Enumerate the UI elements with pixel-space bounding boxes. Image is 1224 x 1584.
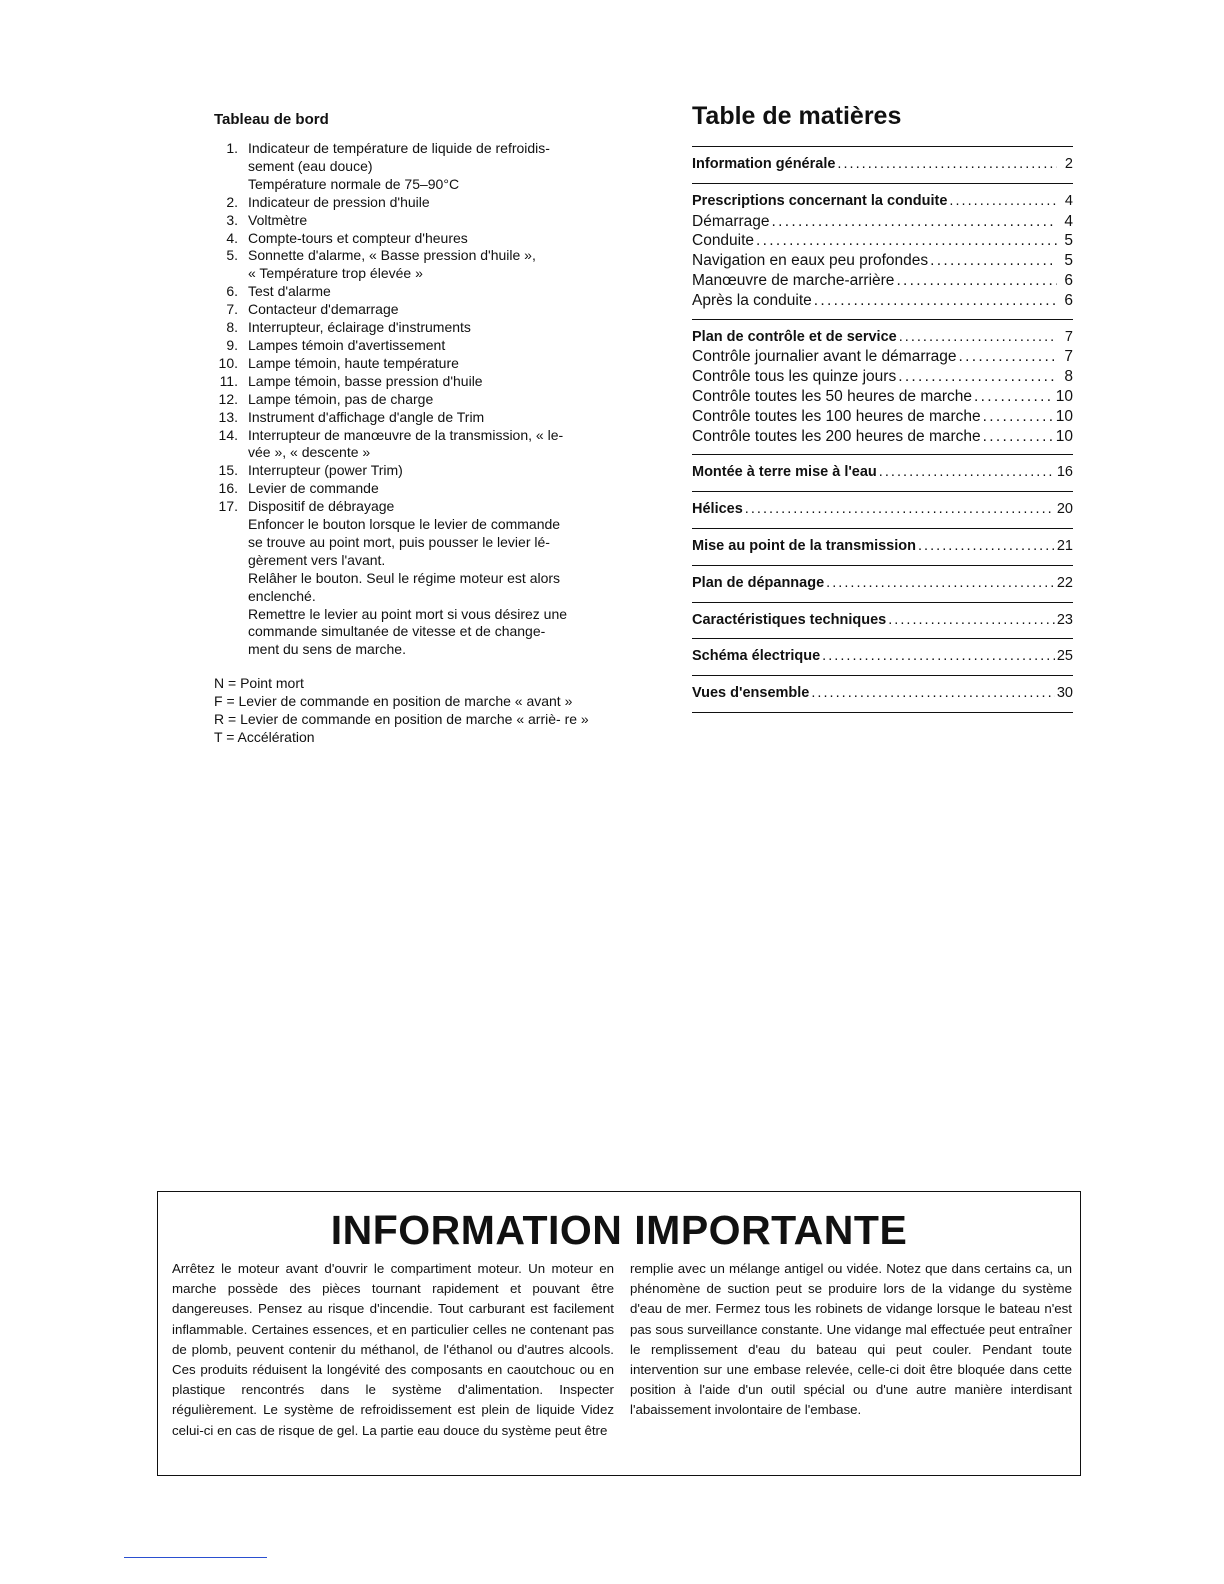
legend-entry: N = Point mort — [214, 675, 304, 692]
dashboard-item-line: Indicateur de pression d'huile — [248, 193, 430, 210]
dashboard-item-line: Voltmètre — [248, 211, 308, 228]
dashboard-item-line: sement (eau douce) — [248, 157, 373, 174]
dashboard-item — [214, 319, 598, 337]
toc-entry[interactable] — [692, 500, 1073, 520]
dashboard-item-line: Compte-tours et compteur d'heures — [248, 229, 468, 246]
dashboard-item — [214, 373, 598, 391]
toc-leader-dots — [814, 291, 1057, 311]
dashboard-item-number: 16. — [218, 480, 238, 497]
toc-group — [692, 491, 1073, 528]
toc-entry[interactable] — [692, 427, 1073, 447]
dashboard-item — [214, 337, 598, 355]
dashboard-item-text — [248, 391, 598, 409]
dashboard-item-text — [248, 140, 598, 194]
toc-entry-title: Après la conduite — [692, 291, 812, 309]
toc-group — [692, 528, 1073, 565]
toc-entry[interactable] — [692, 271, 1073, 291]
toc-entry-page: 16 — [1056, 464, 1073, 481]
dashboard-item-text — [248, 355, 598, 373]
toc-leader-dots — [983, 427, 1054, 447]
dashboard-item-number: 11. — [219, 372, 238, 389]
dashboard-item-line: se trouve au point mort, puis pousser le levier lé- — [248, 533, 550, 550]
toc-entry-title: Navigation en eaux peu profondes — [692, 252, 929, 270]
dashboard-item-line: Instrument d'affichage d'angle de Trim — [248, 408, 485, 425]
dashboard-item-text — [248, 427, 598, 463]
dashboard-item-line: Indicateur de température de liquide de refroidis- — [248, 140, 550, 156]
dashboard-item-number: 5. — [226, 247, 238, 264]
dashboard-item — [214, 283, 598, 301]
dashboard-item-line: Sonnette d'alarme, « Basse pression d'huile », — [248, 247, 536, 264]
dashboard-item-text — [248, 319, 598, 337]
dashboard-item — [214, 194, 598, 212]
dashboard-item-text — [248, 498, 598, 659]
dashboard-item-text — [248, 283, 598, 301]
dashboard-item-number: 9. — [226, 336, 238, 353]
toc-group — [692, 602, 1073, 639]
toc-entry-page: 6 — [1064, 271, 1073, 289]
toc-entry-page: 20 — [1056, 501, 1073, 518]
dashboard-item-line: Lampe témoin, pas de charge — [248, 390, 434, 407]
toc-entry-page: 10 — [1055, 427, 1073, 445]
dashboard-item-text — [248, 373, 598, 391]
toc-entry[interactable] — [692, 251, 1073, 271]
important-information-box — [157, 1191, 1081, 1476]
toc-entry-title: Conduite — [692, 232, 755, 250]
toc-entry[interactable] — [692, 155, 1073, 175]
dashboard-title: Tableau de bord — [214, 111, 329, 128]
dashboard-item-text — [248, 230, 598, 248]
toc-leader-dots — [959, 347, 1057, 367]
dashboard-item-text — [248, 194, 598, 212]
dashboard-item-number: 10. — [218, 354, 238, 371]
dashboard-item-line: Dispositif de débrayage — [248, 498, 395, 515]
toc-group — [692, 565, 1073, 602]
toc-entry-page: 30 — [1056, 685, 1073, 702]
footer-rule — [124, 1557, 267, 1558]
toc-leader-dots — [826, 574, 1055, 594]
toc-group — [692, 319, 1073, 455]
toc-entry-title: Montée à terre mise à l'eau — [692, 464, 877, 481]
toc-entry-title: Contrôle tous les quinze jours — [692, 368, 897, 386]
dashboard-item-line: Remettre le levier au point mort si vous désirez une — [248, 605, 568, 622]
dashboard-legend — [214, 110, 598, 747]
toc-entry-title: Contrôle toutes les 50 heures de marche — [692, 387, 973, 405]
dashboard-item-number: 4. — [226, 229, 238, 246]
toc-leader-dots — [918, 537, 1055, 557]
dashboard-item-number: 12. — [218, 390, 238, 407]
toc-entry-page: 21 — [1056, 537, 1073, 554]
dashboard-item-line: Interrupteur, éclairage d'instruments — [248, 319, 471, 336]
dashboard-item — [214, 247, 598, 283]
dashboard-item-number: 13. — [218, 408, 238, 425]
toc-entry-title: Démarrage — [692, 212, 770, 230]
legend-entry: T = Accélération — [214, 729, 315, 745]
toc-entry-page: 2 — [1064, 156, 1073, 172]
toc-leader-dots — [879, 463, 1055, 483]
dashboard-item-line: Test d'alarme — [248, 283, 331, 300]
dashboard-item-line: commande simultanée de vitesse et de change- — [248, 623, 546, 640]
important-text-column-2: remplie avec un mélange antigel ou vidée. Notez que dans certains ca, un phénomène de suction peut se produire lors de la vidange du système d'eau de mer. Fermez tous les robinets de vidange lorsque le bateau n'est pas sous surveillance constante. Une vidange mal effectuée peut entraîner le remplissement d'eau du bateau qui peut couler. Pendant toute intervention sur une embase relevée, celle-ci doit être bloquée dans cette position à l'aide d'un outil spécial ou d'une autre manière interdisant l'abaissement involontaire de l'embase. — [630, 1261, 1072, 1418]
toc-entry[interactable] — [692, 291, 1073, 311]
toc-title: Table de matières — [692, 102, 902, 130]
toc-entry-title: Plan de contrôle et de service — [692, 328, 897, 345]
toc-entry-page: 7 — [1064, 328, 1073, 345]
dashboard-item — [214, 391, 598, 409]
toc-entry[interactable] — [692, 684, 1073, 704]
dashboard-item — [214, 498, 598, 659]
dashboard-item — [214, 427, 598, 463]
toc-entry-title: Information générale — [692, 156, 836, 172]
toc-entry-page: 22 — [1056, 574, 1073, 591]
legend-entry: R = Levier de commande en position de marche « arriè- re » — [214, 711, 589, 728]
toc-entry[interactable] — [692, 367, 1073, 387]
toc-entry[interactable] — [692, 611, 1073, 631]
toc-leader-dots — [896, 271, 1057, 291]
toc-leader-dots — [983, 407, 1054, 427]
dashboard-item-list — [214, 140, 598, 659]
table-of-contents — [692, 100, 1073, 713]
toc-group — [692, 675, 1073, 713]
dashboard-item-line: enclenché. — [248, 587, 316, 604]
toc-entry-title: Contrôle toutes les 200 heures de marche — [692, 427, 981, 445]
toc-entry[interactable] — [692, 231, 1073, 251]
dashboard-item-text — [248, 409, 598, 427]
toc-leader-dots — [949, 192, 1057, 212]
dashboard-item-line: vée », « descente » — [248, 444, 371, 461]
toc-leader-dots — [888, 611, 1055, 631]
dashboard-item-text — [248, 301, 598, 319]
dashboard-item-number: 1. — [226, 140, 238, 156]
toc-entry-page: 7 — [1064, 348, 1073, 366]
dashboard-item-line: Relâher le bouton. Seul le régime moteur est alors — [248, 569, 561, 586]
toc-entry-title: Manœuvre de marche-arrière — [692, 271, 895, 289]
dashboard-item — [214, 140, 598, 194]
dashboard-item-number: 6. — [226, 283, 238, 300]
toc-entry[interactable] — [692, 647, 1073, 667]
dashboard-item-line: Lampe témoin, haute température — [248, 354, 459, 371]
dashboard-item-number: 7. — [226, 301, 238, 318]
dashboard-item — [214, 230, 598, 248]
dashboard-item-line: Interrupteur (power Trim) — [248, 462, 403, 479]
dashboard-item-line: Lampes témoin d'avertissement — [248, 336, 446, 353]
dashboard-item — [214, 212, 598, 230]
toc-leader-dots — [822, 647, 1055, 667]
toc-entry[interactable] — [692, 387, 1073, 407]
toc-group — [692, 183, 1073, 319]
important-text-column-1: Arrêtez le moteur avant d'ouvrir le compartiment moteur. Un moteur en marche possède des pièces tournant rapidement et pouvant être dangereuses. Pensez au risque d'incendie. Tout carburant est facilement inflammable. Certaines essences, et en particulier celles ne contenant pas de plomb, peuvent contenir du méthanol, de l'éthanol ou d'autres alcools. Ces produits réduisent la longévité des composants en caoutchouc ou en plastique rencontrés dans le système d'alimentation. Inspecter régulièrement. Le système de refroidissement est plein de liquide Videz celui-ci en cas de risque de gel. La partie eau douce du système peut être — [172, 1261, 614, 1438]
toc-entry-title: Hélices — [692, 501, 743, 518]
toc-leader-dots — [930, 251, 1057, 271]
toc-entry-title: Vues d'ensemble — [692, 685, 810, 702]
toc-leader-dots — [898, 367, 1057, 387]
dashboard-item-line: Contacteur d'demarrage — [248, 301, 399, 318]
toc-entry-page: 10 — [1055, 387, 1073, 405]
toc-entry-page: 4 — [1064, 192, 1073, 209]
toc-leader-dots — [837, 155, 1057, 175]
toc-entry-title: Prescriptions concernant la conduite — [692, 192, 948, 209]
dashboard-item-line: Température normale de 75–90°C — [248, 175, 460, 192]
toc-entry-title: Plan de dépannage — [692, 574, 825, 591]
toc-entry[interactable] — [692, 574, 1073, 594]
dashboard-item-line: Lampe témoin, basse pression d'huile — [248, 372, 483, 389]
toc-group — [692, 454, 1073, 491]
toc-leader-dots — [772, 212, 1057, 232]
toc-entry-page: 10 — [1055, 407, 1073, 425]
dashboard-item-line: Enfoncer le bouton lorsque le levier de commande — [248, 516, 561, 533]
dashboard-item-text — [248, 462, 598, 480]
dashboard-item-line: ment du sens de marche. — [248, 641, 406, 658]
dashboard-item — [214, 301, 598, 319]
toc-entry-page: 23 — [1056, 611, 1073, 628]
toc-entry-title: Caractéristiques techniques — [692, 611, 887, 628]
toc-group — [692, 146, 1073, 183]
toc-leader-dots — [745, 500, 1055, 520]
toc-entry[interactable] — [692, 328, 1073, 348]
toc-entry-title: Contrôle toutes les 100 heures de marche — [692, 407, 981, 425]
toc-entry-page: 8 — [1064, 368, 1073, 386]
abbreviation-legend — [214, 675, 598, 747]
toc-leader-dots — [811, 684, 1055, 704]
toc-entry-page: 25 — [1056, 648, 1073, 665]
dashboard-item — [214, 462, 598, 480]
dashboard-item-line: gèrement vers l'avant. — [248, 551, 386, 568]
dashboard-item-line: « Température trop élevée » — [248, 265, 423, 282]
toc-entry[interactable] — [692, 537, 1073, 557]
toc-leader-dots — [756, 231, 1057, 251]
toc-leader-dots — [974, 387, 1054, 407]
dashboard-item-number: 2. — [226, 193, 238, 210]
toc-entry[interactable] — [692, 192, 1073, 212]
toc-entry[interactable] — [692, 463, 1073, 483]
dashboard-item-text — [248, 247, 598, 283]
toc-entry[interactable] — [692, 407, 1073, 427]
toc-entry[interactable] — [692, 212, 1073, 232]
toc-entry-title: Contrôle journalier avant le démarrage — [692, 348, 957, 366]
dashboard-item — [214, 355, 598, 373]
dashboard-item-line: Levier de commande — [248, 480, 379, 497]
legend-entry: F = Levier de commande en position de marche « avant » — [214, 693, 573, 710]
dashboard-item-number: 3. — [226, 211, 238, 228]
toc-entry[interactable] — [692, 347, 1073, 367]
toc-groups — [692, 146, 1073, 713]
dashboard-item-number: 15. — [218, 462, 238, 479]
toc-entry-page: 5 — [1064, 232, 1073, 250]
dashboard-item-text — [248, 212, 598, 230]
toc-entry-title: Mise au point de la transmission — [692, 537, 916, 554]
dashboard-item-number: 14. — [218, 426, 238, 443]
dashboard-item-line: Interrupteur de manœuvre de la transmission, « le- — [248, 426, 564, 443]
dashboard-item-number: 17. — [218, 498, 238, 515]
toc-leader-dots — [899, 328, 1057, 348]
toc-entry-page: 6 — [1064, 291, 1073, 309]
dashboard-item-text — [248, 480, 598, 498]
toc-entry-page: 5 — [1064, 252, 1073, 270]
toc-group — [692, 638, 1073, 675]
toc-entry-page: 4 — [1064, 212, 1073, 230]
toc-entry-title: Schéma électrique — [692, 648, 821, 665]
dashboard-item-number: 8. — [226, 319, 238, 336]
dashboard-item — [214, 409, 598, 427]
important-columns — [172, 1259, 1072, 1441]
dashboard-item — [214, 480, 598, 498]
important-title: INFORMATION IMPORTANTE — [330, 1207, 908, 1253]
dashboard-item-text — [248, 337, 598, 355]
